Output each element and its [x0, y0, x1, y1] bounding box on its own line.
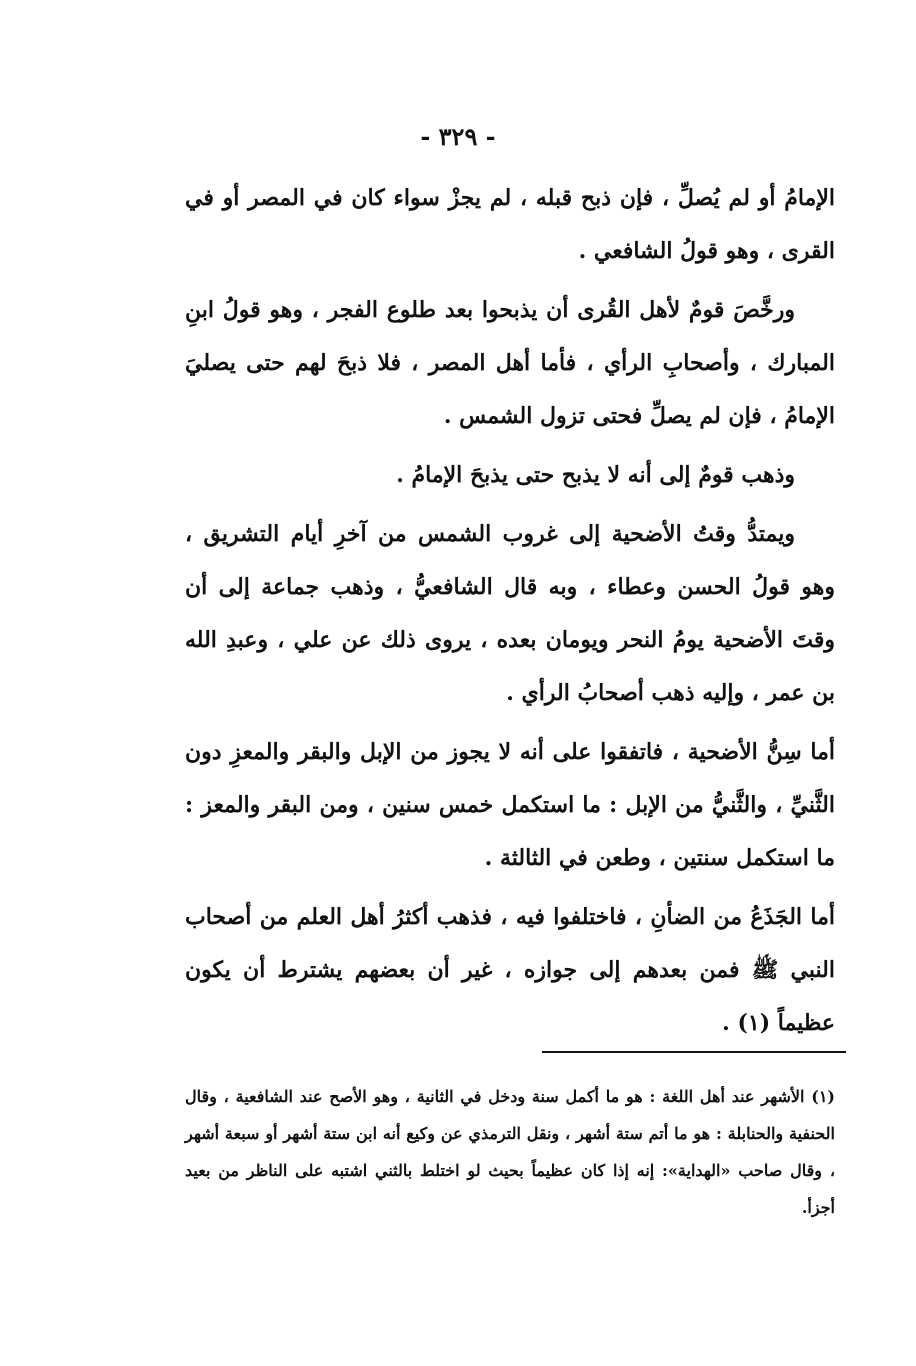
footnote-divider	[542, 1051, 846, 1053]
paragraph-6: أما الجَذَعُ من الضأنِ ، فاختلفوا فيه ، فذهب أكثرُ أهل العلم من أصحاب النبي ﷺ فمن بعدهم إلى جوازه ، غير أن بعضهم يشترط أن يكون عظيماً (١) .	[185, 904, 835, 1036]
footnote	[185, 1078, 835, 1226]
paragraph-3: وذهب قومٌ إلى أنه لا يذبح حتى يذبحَ الإمامُ .	[396, 462, 795, 488]
paragraph-5: أما سِنُّ الأضحية ، فاتفقوا على أنه لا يجوز من الإبل والبقر والمعزِ دون الثَّنيِّ ، والثَّنيُّ من الإبل : ما استكمل خمس سنين ، ومن البقر والمعز : ما استكمل سنتين ، وطعن في الثالثة .	[185, 739, 835, 871]
paragraph-2: ورخَّصَ قومٌ لأهل القُرى أن يذبحوا بعد طلوع الفجر ، وهو قولُ ابنِ المبارك ، وأصحابِ الرأي ، فأما أهل المصر ، فلا ذبحَ لهم حتى يصليَ الإمامُ ، فإن لم يصلِّ فحتى تزول الشمس .	[185, 297, 835, 429]
paragraph-4: ويمتدُّ وقتُ الأضحية إلى غروب الشمس من آخرِ أيام التشريق ، وهو قولُ الحسن وعطاء ، وبه قال الشافعيُّ ، وذهب جماعة إلى أن وقتَ الأضحية يومُ النحر ويومان بعده ، يروى ذلك عن علي ، وعبدِ الله بن عمر ، وإليه ذهب أصحابُ الرأي .	[185, 521, 835, 706]
footnote-text: (١) الأشهر عند أهل اللغة : هو ما أكمل سنة ودخل في الثانية ، وهو الأصح عند الشافعية ، وقال الحنفية والحنابلة : هو ما أتم ستة أشهر ، ونقل الترمذي عن وكيع أنه ابن ستة أشهر أو سبعة أشهر ، وقال صاحب «الهداية»: إنه إذا كان عظيماً بحيث لو اختلط بالثني اشتبه على الناظر من بعيد أجزأ.	[185, 1087, 835, 1217]
page-number: - ٣٢٩ -	[420, 122, 496, 151]
paragraph-1: الإمامُ أو لم يُصلِّ ، فإن ذبح قبله ، لم يجزْ سواء كان في المصر أو في القرى ، وهو قولُ الشافعي .	[185, 185, 835, 264]
main-text	[185, 172, 835, 1056]
